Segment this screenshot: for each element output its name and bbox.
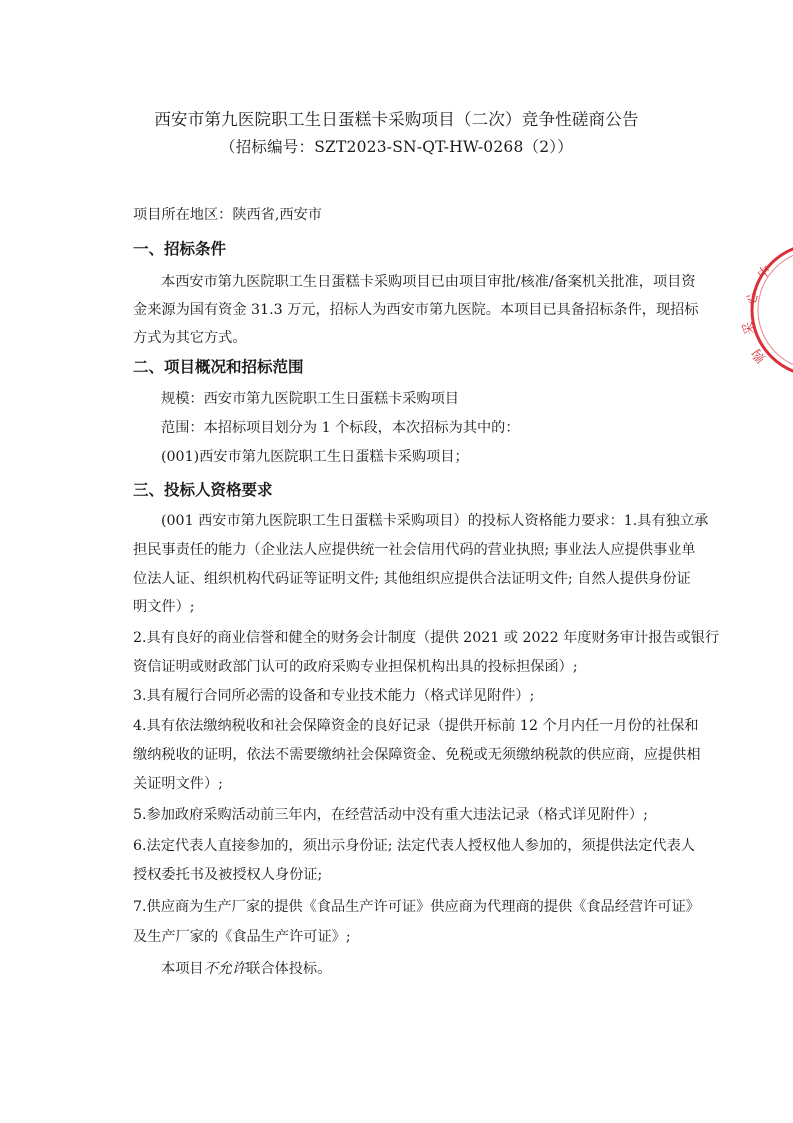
s3-line-1: (001 西安市第九医院职工生日蛋糕卡采购项目）的投标人资格能力要求：1.具有独立承: [161, 513, 709, 529]
s3-line-5: 2.具有良好的商业信誉和健全的财务会计制度（提供 2021 或 2022 年度财务审计报告或银行: [133, 630, 720, 646]
s3-line-4: 明文件）;: [133, 599, 195, 615]
svg-text:购: 购: [749, 345, 770, 366]
s3-line-14: 7.供应商为生产厂家的提供《食品生产许可证》供应商为代理商的提供《食品经营许可证》: [133, 899, 700, 915]
svg-text:中: 中: [754, 263, 775, 284]
svg-text:采: 采: [740, 320, 758, 336]
s2-scope: 范围：本招标项目划分为 1 个标段，本次招标为其中的：: [161, 420, 520, 436]
section-1-heading: 一、招标条件: [133, 240, 227, 258]
section-2-heading: 二、项目概况和招标范围: [133, 358, 304, 376]
s3-line-9: 缴纳税收的证明，依法不需要缴纳社会保障资金、免税或无须缴纳税款的供应商，应提供相: [133, 747, 701, 763]
consortium-statement: [161, 959, 331, 979]
s1-line-2: 金来源为国有资金 31.3 万元，招标人为西安市第九医院。本项目已具备招标条件，现招标: [133, 302, 699, 318]
s3-line-13: 授权委托书及被授权人身份证;: [133, 867, 323, 883]
s3-line-12: 6.法定代表人直接参加的，须出示身份证; 法定代表人授权他人参加的，须提供法定代表人: [133, 838, 695, 854]
s2-scale: 规模：西安市第九医院职工生日蛋糕卡采购项目: [161, 391, 459, 407]
s3-line-11: 5.参加政府采购活动前三年内，在经营活动中没有重大违法记录（格式详见附件）;: [133, 807, 648, 823]
s1-line-3: 方式为其它方式。: [133, 330, 247, 346]
s1-line-1: 本西安市第九医院职工生日蛋糕卡采购项目已由项目审批/核准/备案机关批准，项目资: [161, 274, 696, 290]
s3-line-15: 及生产厂家的《食品生产许可证》;: [133, 929, 351, 945]
consortium-prefix: 本项目: [161, 961, 204, 977]
s3-line-10: 关证明文件）;: [133, 776, 223, 792]
s3-line-3: 位法人证、组织机构代码证等证明文件; 其他组织应提供合法证明文件; 自然人提供身份证: [133, 571, 691, 587]
consortium-emphasis: 不允许: [203, 961, 247, 977]
tender-number: （招标编号：SZT2023-SN-QT-HW-0268（2））: [220, 138, 573, 156]
s3-line-6: 资信证明或财政部门认可的政府采购专业担保机构出具的投标担保函）;: [133, 659, 578, 675]
s3-line-2: 担民事责任的能力（企业法人应提供统一社会信用代码的营业执照; 事业法人应提供事业单: [133, 542, 696, 558]
document-title: 西安市第九医院职工生日蛋糕卡采购项目（二次）竞争性磋商公告: [154, 110, 639, 129]
svg-text:心: 心: [743, 290, 763, 308]
s2-lot: (001)西安市第九医院职工生日蛋糕卡采购项目；: [161, 449, 469, 465]
project-location: 项目所在地区：陕西省,西安市: [133, 207, 322, 223]
official-seal-icon: [740, 240, 793, 380]
s3-line-7: 3.具有履行合同所必需的设备和专业技术能力（格式详见附件）;: [133, 688, 535, 704]
consortium-suffix: 联合体投标。: [246, 961, 332, 977]
section-3-heading: 三、投标人资格要求: [133, 481, 273, 499]
s3-line-8: 4.具有依法缴纳税收和社会保障资金的良好记录（提供开标前 12 个月内任一月份的社保和: [133, 718, 699, 734]
